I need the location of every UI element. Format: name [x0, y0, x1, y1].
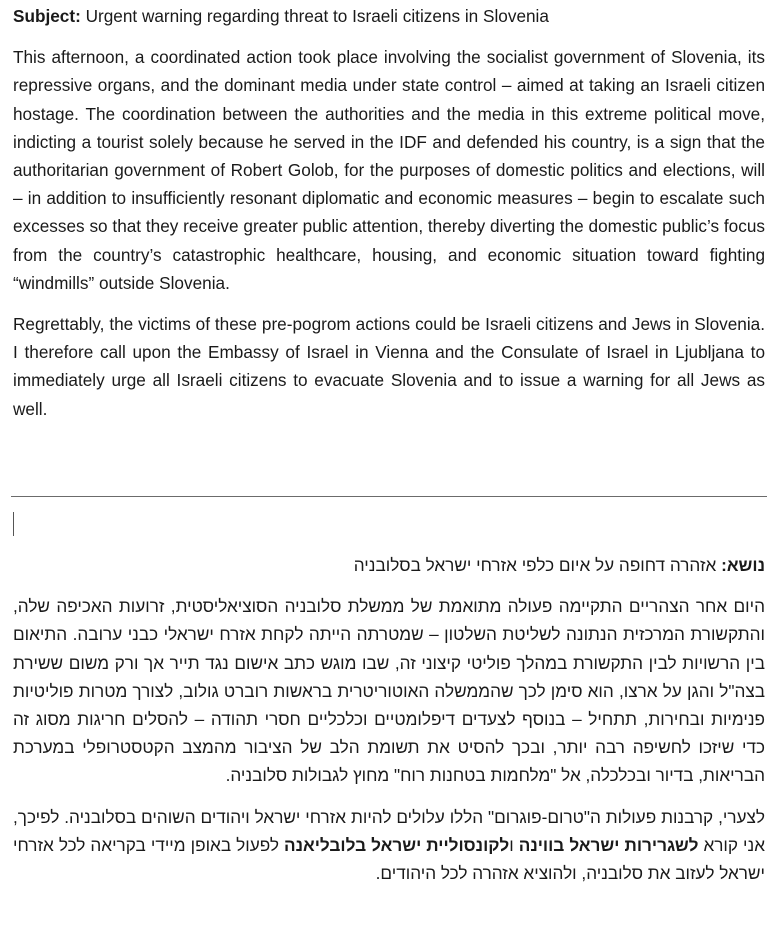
hebrew-paragraph-2-text-1: לצערי, קרבנות פעולות ה"טרום-פוגרום" הללו עלולים להיות אזרחי ישראל ויהודים השוהים בסלובניה. לפיכך, אני קורא — [13, 806, 766, 855]
hebrew-consulate-name: לקונסוליית ישראל בלובליאנה — [284, 834, 510, 855]
text-cursor[interactable] — [13, 512, 14, 536]
hebrew-embassy-name: לשגרירות ישראל בווינה — [518, 834, 699, 855]
hebrew-subject-line — [13, 551, 765, 579]
hebrew-paragraph-2 — [13, 803, 765, 888]
english-paragraph-1: This afternoon, a coordinated action took place involving the socialist government of Slovenia, its repressive organs, and the dominant media under state control – aimed at taking an Israeli citizen hostage. The coordination between the authorities and the media in this extreme political move, indicting a tourist solely because he served in the IDF and defended his country, is a sign that the authoritarian government of Robert Golob, for the purposes of domestic politics and elections, will – in addition to insufficiently resonant diplomatic and economic measures – begin to escalate such excesses so that they receive greater public attention, thereby diverting the domestic public’s focus from the country’s catastrophic healthcare, housing, and economic situation toward fighting “windmills” outside Slovenia. — [13, 47, 765, 293]
hebrew-paragraph-1: היום אחר הצהריים התקיימה פעולה מתואמת של ממשלת סלובניה הסוציאליסטית, זרועות האכיפה שלה, והתקשורת המרכזית הנתונה לשליטת השלטון – שמטרתה הייתה לקחת אזרח ישראלי כבני ערובה. התיאום בין הרשויות לבין התקשורת במהלך פוליטי קיצוני זה, שבו מוגש כתב אישום נגד תייר אך ורק משום ששירת בצה"ל והגן על ארצו, הוא סימן לכך שהממשלה האוטוריטרית בראשות רוברט גולוב, לצורך מטרות פוליטיות פנימיות ובחירות, תתחיל – בנוסף לצעדים דיפלומטיים וכלכליים חסרי תהודה – להסלים חריגות מסוג זה כדי שיזכו לחשיפה רבה יותר, ובכך להסיט את תשומת הלב של הציבור מהמצב הקטסטרופלי במערכת הבריאות, בדיור ובכלכלה, אל "מלחמות בטחנות רוח" מחוץ לגבולות סלובניה. — [13, 596, 765, 786]
section-divider — [11, 496, 767, 497]
english-subject-text: Urgent warning regarding threat to Israeli citizens in Slovenia — [80, 6, 549, 26]
english-subject-line — [13, 2, 765, 30]
hebrew-section — [13, 551, 765, 887]
hebrew-paragraph-2-text-3: לפעול באופן מיידי בקריאה לכל אזרחי ישראל לעזוב את סלובניה, ולהוציא אזהרה לכל היהודים. — [13, 834, 765, 884]
english-subject-label: Subject: — [13, 6, 81, 26]
hebrew-paragraph-2-text-2: ו — [509, 834, 519, 855]
english-section — [13, 2, 765, 423]
hebrew-subject-label: נושא: — [721, 555, 765, 575]
hebrew-subject-text: אזהרה דחופה על איום כלפי אזרחי ישראל בסלובניה — [353, 555, 722, 575]
english-paragraph-2: Regrettably, the victims of these pre-pogrom actions could be Israeli citizens and Jews in Slovenia. I therefore call upon the Embassy of Israel in Vienna and the Consulate of Israel in Ljubljana to immediately urge all Israeli citizens to evacuate Slovenia and to issue a warning for all Jews as well. — [13, 314, 765, 419]
